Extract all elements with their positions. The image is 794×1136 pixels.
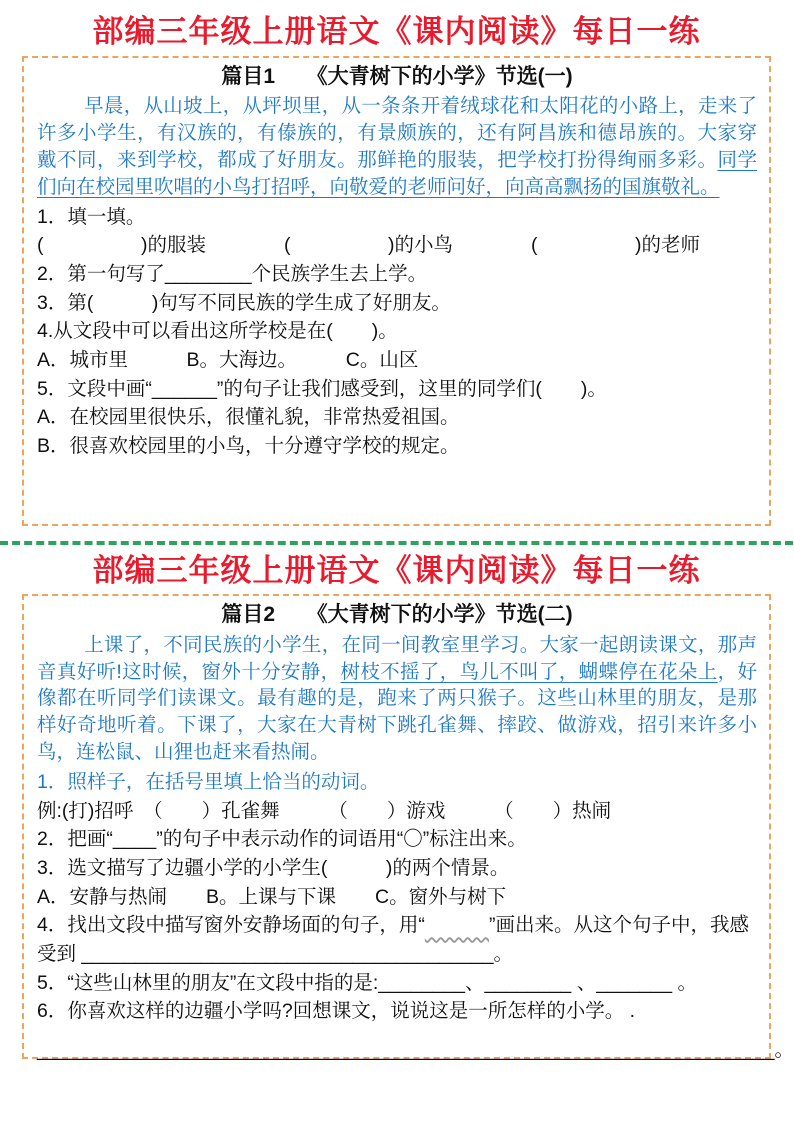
question-line [37,231,757,260]
worksheet-page [0,14,793,1136]
line-text: 3．选文描写了边疆小学的小学生( )的两个情景。 [37,857,510,880]
question-line [37,1036,794,1065]
line-text: ( )的服装 ( )的小鸟 ( )的老师 [37,234,700,257]
line-text: B．很喜欢校园里的小鸟，十分遵守学校的规定。 [37,434,460,457]
line-text: 2．第一句写了________个民族学生去上学。 [37,262,428,285]
line-text: 3．第( )句写不同民族的学生成了好朋友。 [37,291,451,314]
passage-text: ，好像都在听同学们读课文。最有趣的是，跑来了两只猴子。这些山林里的朋友，是那样好奇地听着。下课了，大家在大青树下跳孔雀舞、摔跤、做游戏，招引来许多小鸟，连松鼠、山狸也赶来看热闹。 [37,660,757,764]
line-text: 5．“这些山林里的朋友”在文段中指的是:________、________ 、_______ 。 [37,971,698,994]
passage-underlined-text: 树枝不摇了，鸟儿不叫了，蝴蝶停在花朵上 [340,660,718,683]
question-line [37,969,757,998]
passage-text: 上课了，不同民族的小学生，在同一间教室里学习。大家一起朗读课文，那声音真好听!这时候，窗外十分安静， [37,633,757,683]
line-text: 1．填一填。 [37,205,146,228]
question-line [37,797,757,826]
worksheet-banner: 部编三年级上册语文《课内阅读》每日一练 [92,552,701,588]
question-line [37,854,757,883]
exercise-card-2 [22,594,794,1062]
question-line [37,260,757,289]
line-text: 4.从文段中可以看出这所学校是在( )。 [37,320,398,343]
line-text: ”画出来。从这个句子中，我感受到 [37,914,750,966]
section-header: 篇目2 《大青树下的小学》节选(二) [221,603,573,627]
question-line [37,432,757,461]
line-text: 1．照样子，在括号里填上恰当的动词。 [37,771,380,794]
exercise-card-1 [22,56,771,526]
line-text: ______________________________________ [81,943,494,966]
wavy-blank [425,914,489,936]
question-line [37,768,757,797]
question-line [37,403,757,432]
question-line [37,289,757,318]
line-text: A．在校园里很快乐，很懂礼貌，非常热爱祖国。 [37,406,460,429]
section-divider [0,541,793,545]
passage-underlined-text: 同学们向在校园里吹唱的小鸟打招呼，向敬爱的老师问好，向高高飘扬的国旗敬礼。 [37,148,757,198]
question-line [37,825,757,854]
line-text: 6．你喜欢这样的边疆小学吗?回想课文，说说这是一所怎样的小学。 . [37,1000,636,1023]
line-text: 。 [493,943,514,966]
question-line [37,911,757,968]
question-line [37,203,757,232]
line-text: A．城市里 B。大海边。 C。山区 [37,348,419,371]
reading-passage [37,93,757,201]
question-line [37,375,757,404]
passage-text: 早晨，从山坡上，从坪坝里，从一条条开着绒球花和太阳花的小路上，走来了许多小学生，有汉族的，有傣族的，有景颇族的，还有阿昌族和德昂族的。大家穿戴不同，来到学校，都成了好朋友。那鲜艳的服装，把学校打扮得绚丽多彩。 [37,94,757,171]
line-text: 5．文段中画“______”的句子让我们感受到，这里的同学们( )。 [37,377,607,400]
line-text: 4．找出文段中描写窗外安静场面的句子，用“ [37,914,425,937]
worksheet-banner: 部编三年级上册语文《课内阅读》每日一练 [92,14,701,49]
line-text: ____________________________________________________________________ [37,1039,775,1062]
question-line [37,997,757,1026]
question-line [37,317,757,346]
section-header: 篇目1 《大青树下的小学》节选(一) [221,64,573,88]
line-text: 。 [774,1039,794,1062]
line-text: A．安静与热闹 B。上课与下课 C。窗外与树下 [37,885,507,908]
line-text: 例:(打)招呼 （ ）孔雀舞 （ ）游戏 （ ）热闹 [37,799,612,822]
question-list [37,203,757,461]
reading-passage [37,632,757,767]
question-line [37,883,757,912]
line-text: 2．把画“____”的句子中表示动作的词语用“〇”标注出来。 [37,828,527,851]
question-line [37,346,757,375]
question-list [37,768,794,1065]
